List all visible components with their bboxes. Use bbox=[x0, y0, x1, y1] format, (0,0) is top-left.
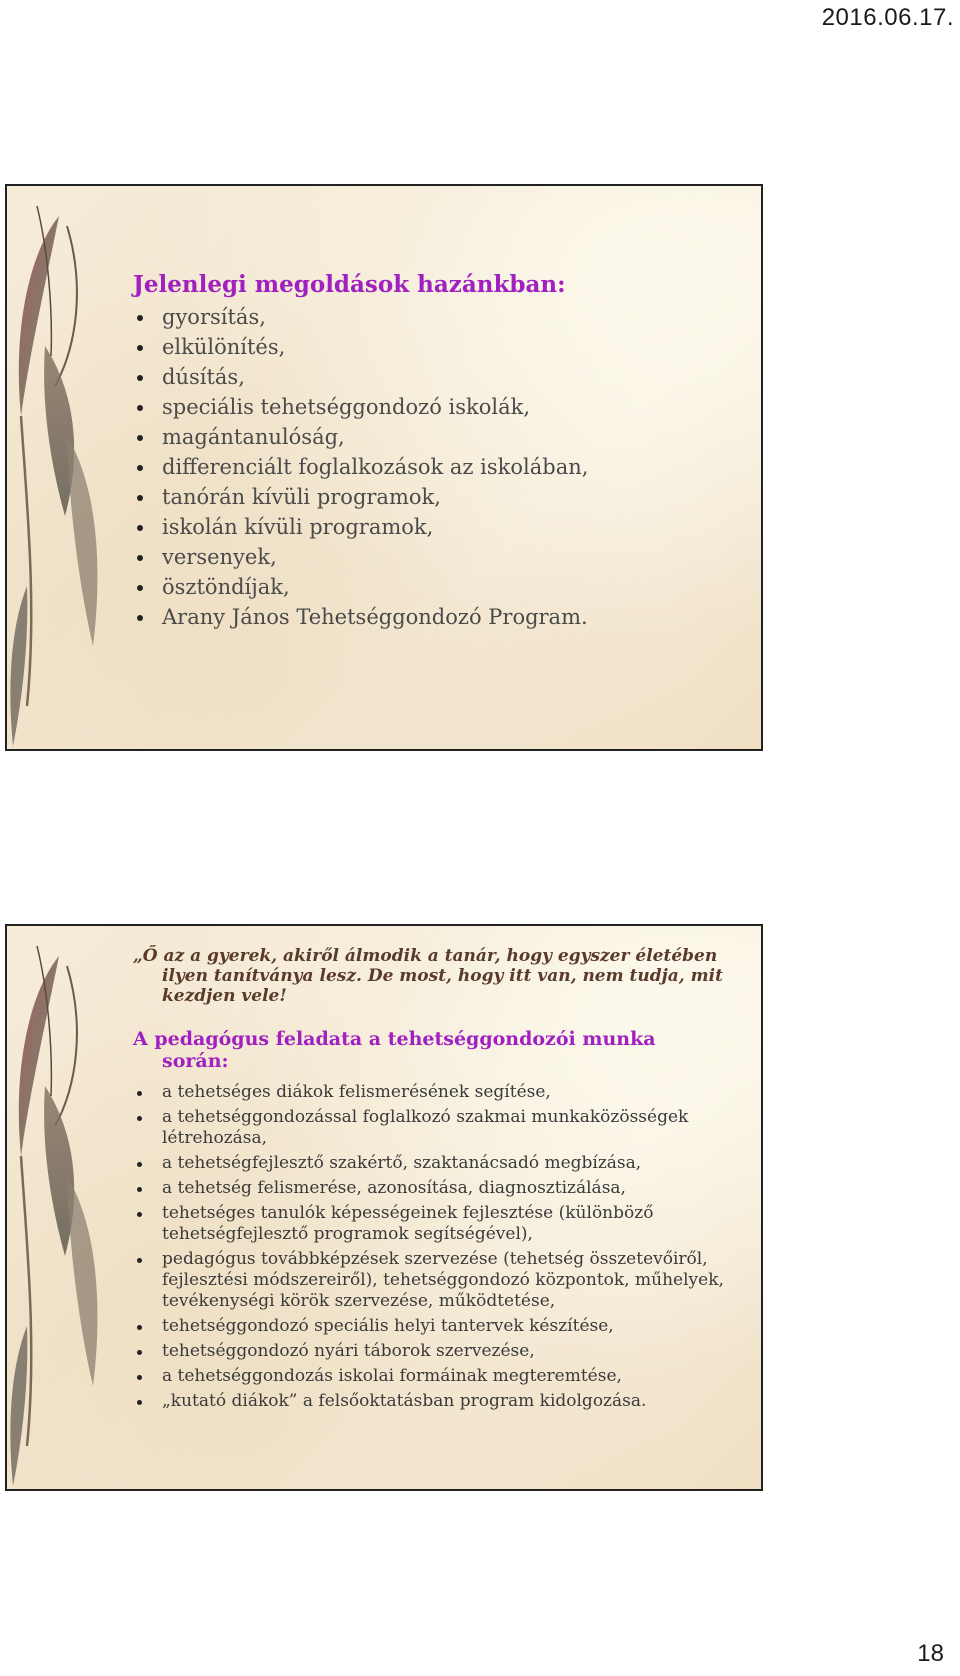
list-item: tehetséggondozó nyári táborok szervezése, bbox=[133, 1341, 741, 1362]
list-item: speciális tehetséggondozó iskolák, bbox=[133, 392, 741, 422]
slide-teacher-tasks bbox=[5, 924, 763, 1491]
list-item: pedagógus továbbképzések szervezése (tehetség összetevőiről, fejlesztési módszereiről), tehetséggondozó központok, műhelyek, tevékenységi körök szervezése, működtetése, bbox=[133, 1249, 741, 1312]
list-item: dúsítás, bbox=[133, 362, 741, 392]
slide-1-heading: Jelenlegi megoldások hazánkban: bbox=[133, 271, 566, 298]
dried-leaf-illustration bbox=[7, 186, 117, 751]
solutions-list bbox=[133, 302, 741, 632]
slide-solutions bbox=[5, 184, 763, 751]
list-item: iskolán kívüli programok, bbox=[133, 512, 741, 542]
dried-leaf-illustration bbox=[7, 926, 117, 1491]
list-item: „kutató diákok” a felsőoktatásban program kidolgozása. bbox=[133, 1391, 741, 1412]
list-item: a tehetséggondozással foglalkozó szakmai munkaközösségek létrehozása, bbox=[133, 1107, 741, 1149]
list-item: gyorsítás, bbox=[133, 302, 741, 332]
list-item: elkülönítés, bbox=[133, 332, 741, 362]
list-item: versenyek, bbox=[133, 542, 741, 572]
tasks-list bbox=[133, 1082, 741, 1412]
list-item: tehetséggondozó speciális helyi tantervek készítése, bbox=[133, 1316, 741, 1337]
quote-text: „Ő az a gyerek, akiről álmodik a tanár, hogy egyszer életében ilyen tanítványa lesz. De most, hogy itt van, nem tudja, mit kezdjen vele! bbox=[133, 946, 723, 1006]
list-item: magántanulóság, bbox=[133, 422, 741, 452]
list-item: a tehetséggondozás iskolai formáinak megteremtése, bbox=[133, 1366, 741, 1387]
list-item: a tehetségfejlesztő szakértő, szaktanácsadó megbízása, bbox=[133, 1153, 741, 1174]
slide-1-content bbox=[133, 270, 741, 632]
slide-2-heading bbox=[133, 1028, 741, 1072]
list-item: a tehetség felismerése, azonosítása, diagnosztizálása, bbox=[133, 1178, 741, 1199]
page-number: 18 bbox=[917, 1640, 944, 1667]
slide-2-heading-line2: során: bbox=[162, 1050, 229, 1072]
list-item: ösztöndíjak, bbox=[133, 572, 741, 602]
list-item: a tehetséges diákok felismerésének segítése, bbox=[133, 1082, 741, 1103]
list-item: Arany János Tehetséggondozó Program. bbox=[133, 602, 741, 632]
document-date: 2016.06.17. bbox=[821, 4, 954, 31]
list-item: differenciált foglalkozások az iskolában, bbox=[133, 452, 741, 482]
list-item: tehetséges tanulók képességeinek fejlesztése (különböző tehetségfejlesztő programok segítségével), bbox=[133, 1203, 741, 1245]
slide-2-content bbox=[133, 946, 741, 1416]
list-item: tanórán kívüli programok, bbox=[133, 482, 741, 512]
slide-2-heading-line1: A pedagógus feladata a tehetséggondozói munka bbox=[133, 1028, 656, 1050]
